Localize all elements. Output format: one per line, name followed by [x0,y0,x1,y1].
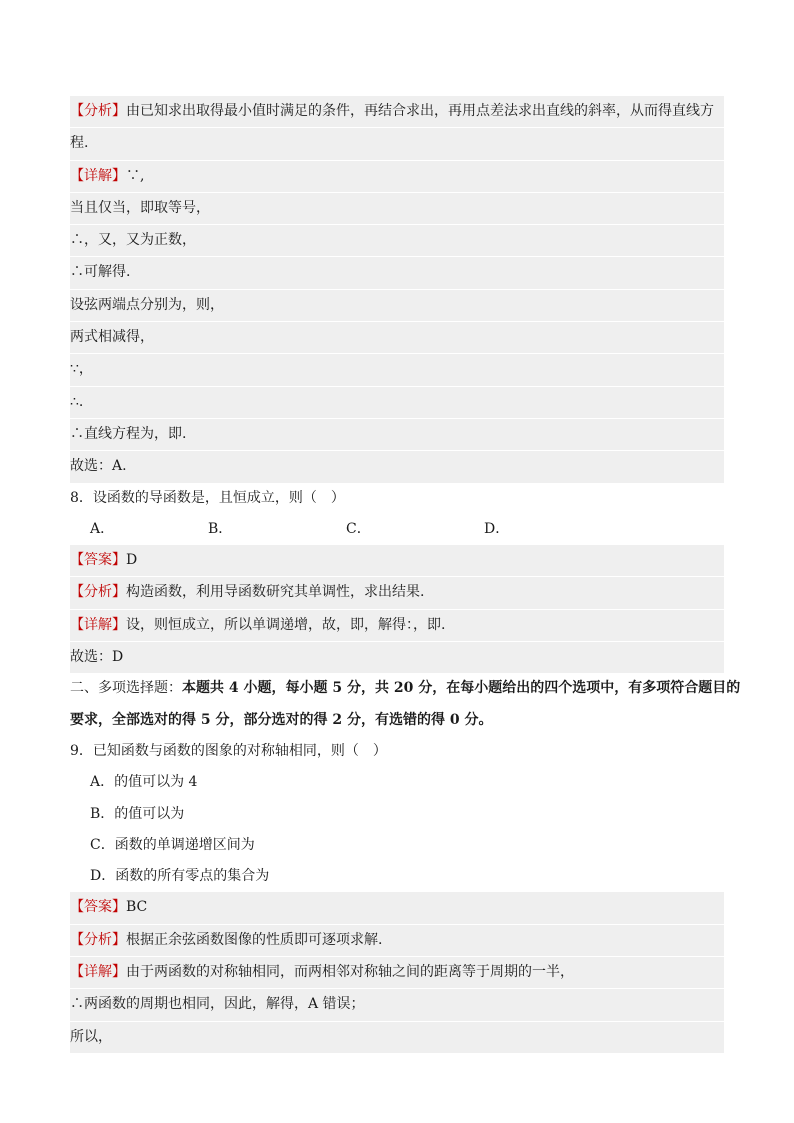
analysis-line [70,924,724,956]
section-instructions: 本题共 4 小题，每小题 5 分，共 20 分，在每小题给出的四个选项中，有多项符合题目的 [182,680,741,697]
section-instructions-cont: 要求，全部选对的得 5 分，部分选对的得 2 分，有选错的得 0 分。 [70,711,493,728]
solution-line: ∴直线方程为，即. [70,418,724,450]
analysis-text: 由已知求出取得最小值时满足的条件，再结合求出，再用点差法求出直线的斜率，从而得直线方 [126,103,714,119]
answer-text: D [126,552,138,569]
question-8-stem: 8．设函数的导函数是，且恒成立，则（ ） [70,489,345,506]
solution-line: ∴，又，又为正数， [70,224,724,256]
analysis-line [70,96,724,127]
detail-text: 设，则恒成立，所以单调递增，故，即，解得：，即. [126,616,446,633]
answer-tag: 【答案】 [70,899,126,916]
detail-line [70,160,724,192]
detail-line [70,609,724,641]
solution-line: 设弦两端点分别为，则， [70,289,724,321]
analysis-tag: 【分析】 [70,103,126,119]
option-a: A． [90,520,115,537]
solution-line: 两式相减得， [70,321,724,353]
solution-line: ∴两函数的周期也相同，因此，解得，A 错误； [70,988,724,1020]
option-c: C． [346,520,371,537]
option-d: D．函数的所有零点的集合为 [90,868,270,885]
solution-line: ∴. [70,386,724,418]
option-d: D． [484,520,510,537]
document-page [70,96,741,1053]
solution-line: ∵， [70,353,724,385]
answer-line [70,892,724,923]
answer-text: BC [126,899,148,916]
option-b: B．的值可以为 [90,805,185,822]
option-b: B． [208,520,233,537]
section-prefix: 二、多项选择题： [70,680,182,697]
detail-text: 由于两函数的对称轴相同，而两相邻对称轴之间的距离等于周期的一半， [126,964,574,981]
section-heading [70,673,741,704]
question-8-options [70,514,724,545]
analysis-continuation [70,127,724,159]
option-a: A．的值可以为 4 [90,774,198,791]
solution-line: 所以， [70,1021,724,1053]
analysis-tag: 【分析】 [70,931,126,948]
detail-tag: 【详解】 [70,616,126,633]
detail-tag: 【详解】 [70,167,126,184]
analysis-text: 构造函数，利用导函数研究其单调性，求出结果. [126,584,425,601]
detail-tag: 【详解】 [70,964,126,981]
analysis-tag: 【分析】 [70,584,126,601]
question-9-stem: 9．已知函数与函数的图象的对称轴相同，则（ ） [70,742,387,759]
detail-text: ∵, [126,167,145,184]
analysis-text: 根据正余弦函数图像的性质即可逐项求解. [126,931,383,948]
detail-line [70,956,724,988]
solution-line: ∴可解得. [70,256,724,288]
choice-line: 故选：D [70,641,724,673]
analysis-cont-text: 程. [70,135,89,152]
choice-line: 故选：A. [70,450,724,482]
analysis-line [70,576,724,608]
option-c: C．函数的单调递增区间为 [90,836,255,853]
answer-line [70,545,724,576]
solution-line: 当且仅当，即取等号， [70,192,724,224]
answer-tag: 【答案】 [70,552,126,569]
